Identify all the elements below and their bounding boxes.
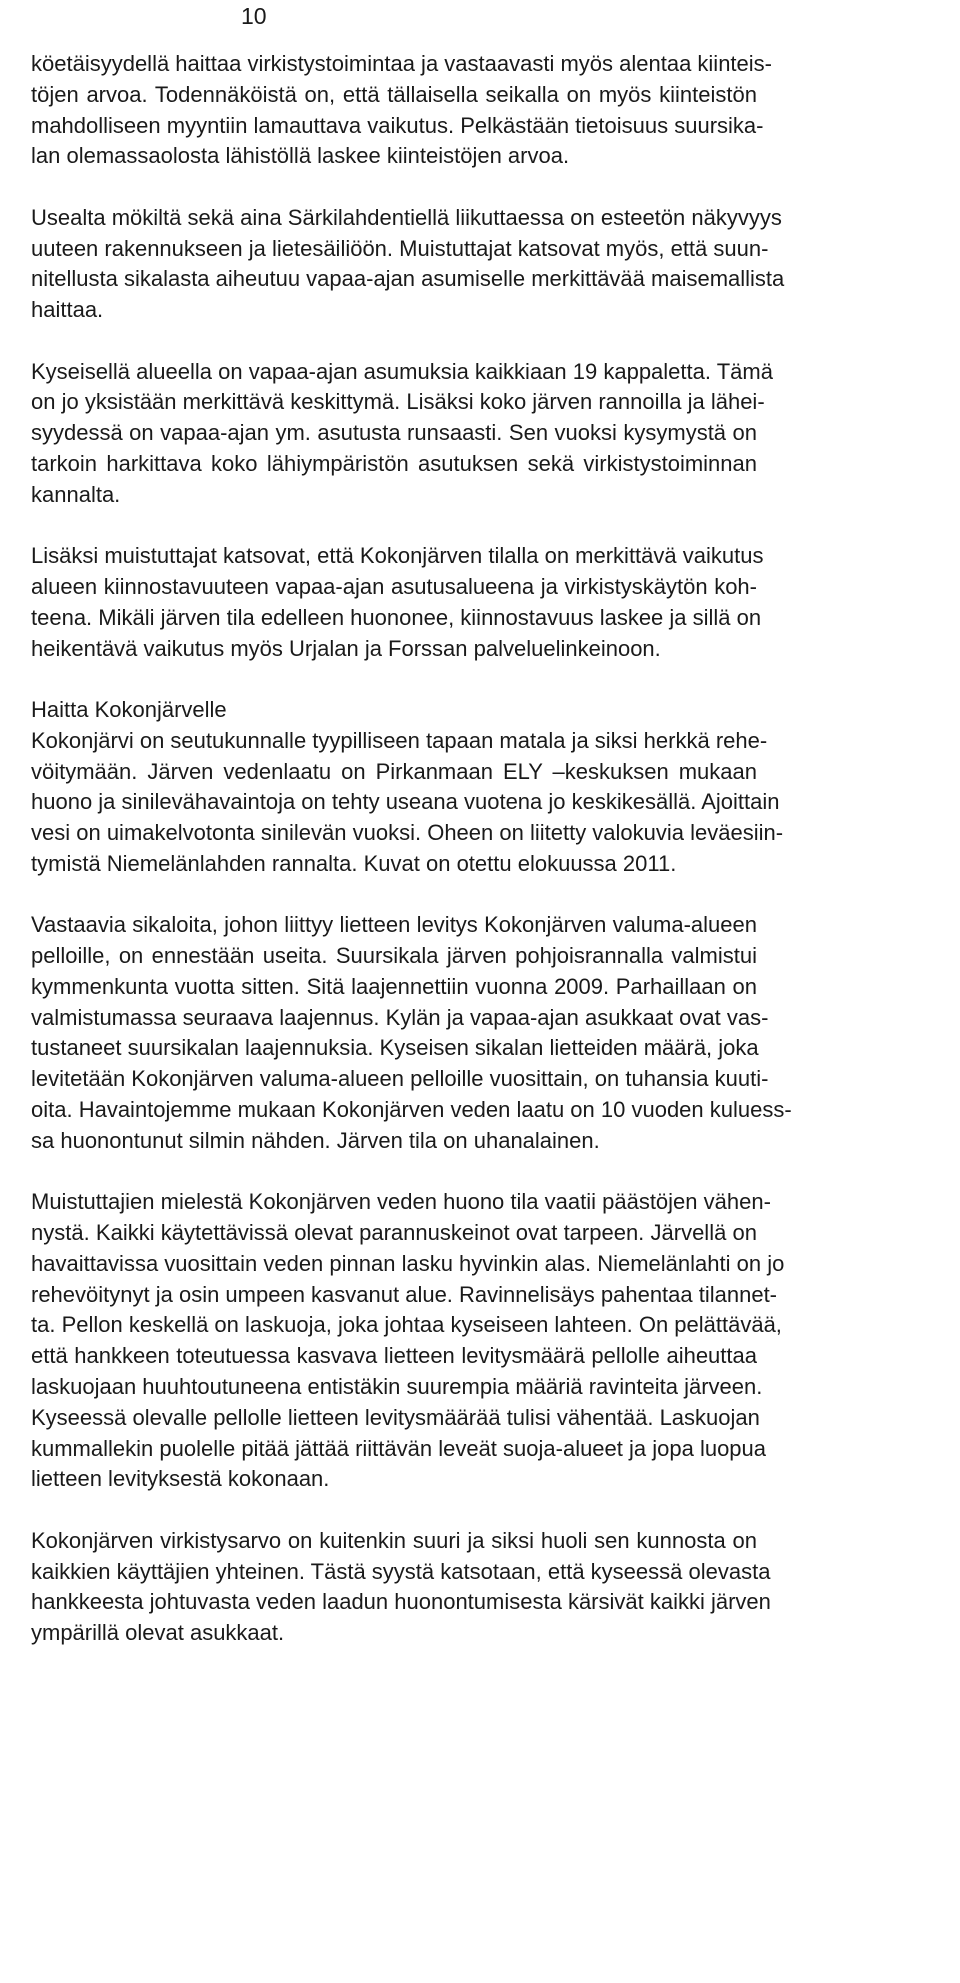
text-line: pelloille, on ennestään useita. Suursikala järven pohjoisrannalla valmistui — [31, 943, 757, 969]
paragraph-p2 — [31, 203, 785, 326]
text-line: teena. Mikäli järven tila edelleen huononee, kiinnostavuus laskee ja sillä on — [31, 604, 762, 630]
text-line: kaikkien käyttäjien yhteinen. Tästä syystä katsotaan, että kyseessä olevasta — [31, 1558, 771, 1584]
document-body — [31, 49, 792, 1649]
paragraph-gap — [31, 172, 757, 203]
text-line: kannalta. — [31, 481, 121, 507]
text-line: lan olemassaolosta lähistöllä laskee kiinteistöjen arvoa. — [31, 143, 570, 169]
paragraph-gap — [31, 1157, 757, 1188]
text-line: rehevöitynyt ja osin umpeen kasvanut alue. Ravinnelisäys pahentaa tilannet- — [31, 1281, 778, 1307]
text-line: huono ja sinilevähavaintoja on tehty useana vuotena jo keskikesällä. Ajoittain — [31, 789, 780, 815]
text-line: on jo yksistään merkittävä keskittymä. Lisäksi koko järven rannoilla ja lähei- — [31, 389, 765, 415]
text-line: töjen arvoa. Todennäköistä on, että tällaisella seikalla on myös kiinteistön — [31, 81, 757, 107]
paragraph-p6 — [31, 910, 792, 1156]
text-line: että hankkeen toteutuessa kasvava lietteen levitysmäärä pellolle aiheuttaa — [31, 1343, 757, 1369]
text-line: Lisäksi muistuttajat katsovat, että Kokonjärven tilalla on merkittävä vaikutus — [31, 543, 764, 569]
text-line: vesi on uimakelvotonta sinilevän vuoksi. Oheen on liitetty valokuvia leväesiin- — [31, 820, 784, 846]
text-line: heikentävä vaikutus myös Urjalan ja Forssan palveluelinkeinoon. — [31, 635, 661, 661]
text-line: havaittavissa vuosittain veden pinnan lasku hyvinkin alas. Niemelänlahti on jo — [31, 1250, 785, 1276]
paragraph-p3 — [31, 357, 773, 511]
text-line: kymmenkunta vuotta sitten. Sitä laajennettiin vuonna 2009. Parhaillaan on — [31, 973, 757, 999]
paragraph-p5 — [31, 695, 784, 880]
text-line: syydessä on vapaa-ajan ym. asutusta runsaasti. Sen vuoksi kysymystä on — [31, 420, 757, 446]
text-line: ta. Pellon keskellä on laskuoja, joka johtaa kyseiseen lahteen. On pelättävää, — [31, 1312, 782, 1338]
text-line: alueen kiinnostavuuteen vapaa-ajan asutusalueena ja virkistyskäytön koh- — [31, 573, 757, 599]
text-line: Kokonjärven virkistysarvo on kuitenkin suuri ja siksi huoli sen kunnosta on — [31, 1527, 757, 1553]
paragraph-p7 — [31, 1187, 785, 1495]
text-line: Kokonjärvi on seutukunnalle tyypilliseen tapaan matala ja siksi herkkä rehe- — [31, 727, 768, 753]
text-line: oita. Havaintojemme mukaan Kokonjärven veden laatu on 10 vuoden kuluess- — [31, 1097, 792, 1123]
text-line: lietteen levityksestä kokonaan. — [31, 1466, 330, 1492]
text-line: hankkeesta johtuvasta veden laadun huonontumisesta kärsivät kaikki järven — [31, 1589, 771, 1615]
text-line: Haitta Kokonjärvelle — [31, 696, 227, 722]
text-line: tustaneet suursikalan laajennuksia. Kyseisen sikalan lietteiden määrä, joka — [31, 1035, 759, 1061]
text-line: uuteen rakennukseen ja lietesäiliöön. Muistuttajat katsovat myös, että suun- — [31, 235, 769, 261]
paragraph-p8 — [31, 1526, 771, 1649]
text-line: Muistuttajien mielestä Kokonjärven veden huono tila vaatii päästöjen vähen- — [31, 1189, 771, 1215]
paragraph-p4 — [31, 541, 764, 664]
paragraph-gap — [31, 664, 757, 695]
text-line: vöitymään. Järven vedenlaatu on Pirkanmaan ELY –keskuksen mukaan — [31, 758, 757, 784]
text-line: valmistumassa seuraava laajennus. Kylän ja vapaa-ajan asukkaat ovat vas- — [31, 1004, 769, 1030]
text-line: mahdolliseen myyntiin lamauttava vaikutus. Pelkästään tietoisuus suursika- — [31, 112, 764, 138]
text-line: laskuojaan huuhtoutuneena entistäkin suurempia määriä ravinteita järveen. — [31, 1374, 763, 1400]
paragraph-gap — [31, 326, 757, 357]
text-line: köetäisyydellä haittaa virkistystoimintaa ja vastaavasti myös alentaa kiinteis- — [31, 51, 772, 76]
text-line: levitetään Kokonjärven valuma-alueen pelloille vuosittain, on tuhansia kuuti- — [31, 1066, 769, 1092]
text-line: haittaa. — [31, 297, 104, 323]
text-line: Kyseessä olevalle pellolle lietteen levitysmäärää tulisi vähentää. Laskuojan — [31, 1404, 760, 1430]
text-line: kummallekin puolelle pitää jättää riittävän leveät suoja-alueet ja jopa luopua — [31, 1435, 767, 1461]
page-number: 10 — [241, 3, 267, 29]
text-line: Kyseisellä alueella on vapaa-ajan asumuksia kaikkiaan 19 kappaletta. Tämä — [31, 358, 773, 384]
paragraph-gap — [31, 511, 757, 542]
text-line: sa huonontunut silmin nähden. Järven tila on uhanalainen. — [31, 1127, 600, 1153]
paragraph-gap — [31, 1495, 757, 1526]
paragraph-gap — [31, 880, 757, 911]
paragraph-p1 — [31, 49, 772, 172]
text-line: nystä. Kaikki käytettävissä olevat parannuskeinot ovat tarpeen. Järvellä on — [31, 1220, 757, 1246]
text-line: tarkoin harkittava koko lähiympäristön asutuksen sekä virkistystoiminnan — [31, 450, 757, 476]
text-line: tymistä Niemelänlahden rannalta. Kuvat on otettu elokuussa 2011. — [31, 850, 677, 876]
text-line: Vastaavia sikaloita, johon liittyy lietteen levitys Kokonjärven valuma-alueen — [31, 912, 757, 938]
text-line: nitellusta sikalasta aiheutuu vapaa-ajan asumiselle merkittävää maisemallista — [31, 266, 785, 292]
text-line: Usealta mökiltä sekä aina Särkilahdentiellä liikuttaessa on esteetön näkyvyys — [31, 204, 782, 230]
text-line: ympärillä olevat asukkaat. — [31, 1620, 285, 1646]
